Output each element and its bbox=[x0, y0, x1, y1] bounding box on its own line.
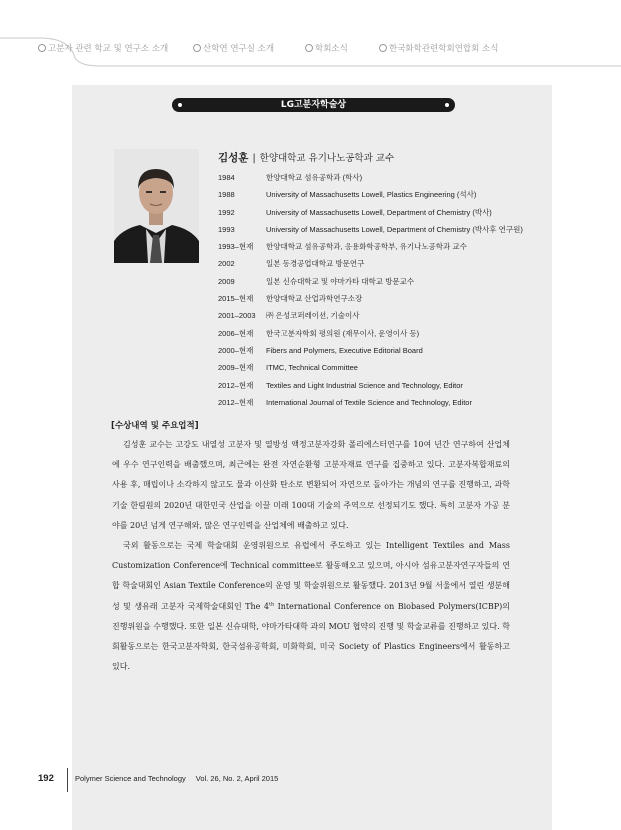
career-row bbox=[218, 359, 523, 376]
career-year: 2001–2003 bbox=[218, 311, 256, 321]
person-name: 김성훈 bbox=[218, 152, 249, 164]
career-year: 1988 bbox=[218, 190, 235, 200]
nav-curve-line bbox=[0, 0, 621, 70]
career-row bbox=[218, 204, 523, 221]
career-row bbox=[218, 186, 523, 203]
career-list bbox=[218, 169, 523, 411]
separator: | bbox=[252, 153, 256, 164]
nav-item-society-news[interactable]: 학회소식 bbox=[305, 42, 348, 54]
page-number: 192 bbox=[38, 773, 54, 784]
bullet-icon bbox=[193, 44, 201, 52]
career-row bbox=[218, 290, 523, 307]
career-year: 2012–현재 bbox=[218, 397, 254, 407]
section-heading: [수상내역 및 주요업적] bbox=[111, 421, 199, 431]
career-year: 2009 bbox=[218, 276, 235, 286]
nav-item-schools[interactable]: 고분자 관련 학교 및 연구소 소개 bbox=[38, 42, 168, 54]
career-desc: Textiles and Light Industrial Science and Technology, Editor bbox=[266, 380, 463, 390]
footer-divider bbox=[67, 768, 68, 792]
career-desc: 일본 신슈대학교 및 야마가타 대학교 방문교수 bbox=[266, 276, 415, 286]
career-row bbox=[218, 273, 523, 290]
bullet-icon bbox=[38, 44, 46, 52]
career-desc: 한양대학교 산업과학연구소장 bbox=[266, 294, 363, 304]
affiliation: 한양대학교 유기나노공학과 교수 bbox=[259, 153, 395, 164]
achievements-body bbox=[112, 435, 510, 677]
career-row bbox=[218, 169, 523, 186]
career-desc: 한양대학교 섬유공학과 (학사) bbox=[266, 173, 363, 182]
career-row bbox=[218, 394, 523, 411]
career-row bbox=[218, 255, 523, 272]
award-title-bar bbox=[172, 98, 455, 112]
paragraph-1: 김성훈 교수는 고강도 내열성 고분자 및 열방성 액정고분자강화 폴리에스터연구를 10여 년간 연구하여 산업체에 우수 연구인력을 배출했으며, 최근에는 완전 자연순환형 고분자재료 연구를 집중하고 있다. 고분자복합재료의 사용 후, 매립이나 소각하지 않고도 물과 이산화 탄소로 변환되어 자연으로 돌아가는 개념의 연구를 진행하고, 과학기술 한림원의 2020년 대한민국 산업을 이끌 미래 100대 기술의 주역으로 선정되기도 했다. 특히 고분자 가공 분야를 20년 넘게 연구해와, 많은 연구인력을 산업체에 배출하고 있다. bbox=[112, 440, 510, 530]
career-desc: 한국고분자학회 평의원 (재무이사, 운영이사 등) bbox=[266, 328, 420, 338]
journal-info bbox=[75, 774, 278, 783]
journal-name: Polymer Science and Technology bbox=[75, 774, 186, 783]
career-desc: Fibers and Polymers, Executive Editorial Board bbox=[266, 345, 423, 355]
career-row bbox=[218, 238, 523, 255]
career-desc: 일본 동경공업대학교 방문연구 bbox=[266, 259, 365, 269]
bullet-icon bbox=[305, 44, 313, 52]
career-desc: University of Massachusetts Lowell, Department of Chemistry (박사) bbox=[266, 207, 492, 217]
career-desc: University of Massachusetts Lowell, Department of Chemistry (박사후 연구원) bbox=[266, 224, 523, 234]
career-year: 1984 bbox=[218, 173, 235, 182]
nav-item-federation-news[interactable]: 한국화학관련학회연합회 소식 bbox=[379, 42, 498, 54]
career-row bbox=[218, 342, 523, 359]
career-desc: University of Massachusetts Lowell, Plastics Engineering (석사) bbox=[266, 190, 477, 200]
career-desc: ㈜ 은성코퍼레이션, 기술이사 bbox=[266, 311, 360, 321]
career-year: 2002 bbox=[218, 259, 235, 269]
journal-volume: Vol. 26, No. 2, April 2015 bbox=[195, 774, 279, 783]
career-year: 2015–현재 bbox=[218, 294, 254, 304]
career-desc: ITMC, Technical Committee bbox=[266, 363, 358, 373]
profile-heading bbox=[218, 150, 394, 165]
bullet-icon bbox=[379, 44, 387, 52]
career-desc: 한양대학교 섬유공학과, 응용화학공학부, 유기나노공학과 교수 bbox=[266, 242, 467, 252]
career-year: 2012–현재 bbox=[218, 380, 254, 390]
person-portrait-icon bbox=[114, 149, 199, 263]
top-navigation bbox=[0, 0, 621, 70]
award-title: LG고분자학술상 bbox=[280, 100, 347, 110]
nav-item-labs[interactable]: 산학연 연구실 소개 bbox=[193, 42, 274, 54]
career-year: 1993–현재 bbox=[218, 242, 254, 252]
career-year: 1993 bbox=[218, 224, 235, 234]
career-row bbox=[218, 325, 523, 342]
career-row bbox=[218, 307, 523, 324]
career-year: 2006–현재 bbox=[218, 328, 254, 338]
portrait-photo bbox=[114, 149, 199, 263]
career-desc: International Journal of Textile Science and Technology, Editor bbox=[266, 397, 472, 407]
career-year: 2000–현재 bbox=[218, 345, 254, 355]
paragraph-2: 국외 활동으로는 국제 학술대회 운영위원으로 유럽에서 주도하고 있는 Intelligent Textiles and Mass Customization Conference에 Technical committee로 활동해오고 있으며, 아시아 섬유고분자연구자들의 연합 학술대회인 Asian Textile Conference의 운영 및 학술위원으로 활동했다. 2013년 9월 서울에서 열린 생분해성 및 생유래 고분자 국제학술대회인 The 4th International Conference on Biobased Polymers(ICBP)의 진행위원을 수행했다. 또한 일본 신슈대학, 야마가타대학 과의 MOU 협약의 진행 및 학술교류를 진행하고 있다. 학회활동으로는 한국고분자학회, 한국섬유공학회, 미화학회, 미국 Society of Plastics Engineers에서 활동하고 있다. bbox=[112, 541, 510, 672]
career-row bbox=[218, 221, 523, 238]
career-year: 1992 bbox=[218, 207, 235, 217]
career-row bbox=[218, 377, 523, 394]
bullet-icon bbox=[445, 103, 449, 107]
career-year: 2009–현재 bbox=[218, 363, 254, 373]
